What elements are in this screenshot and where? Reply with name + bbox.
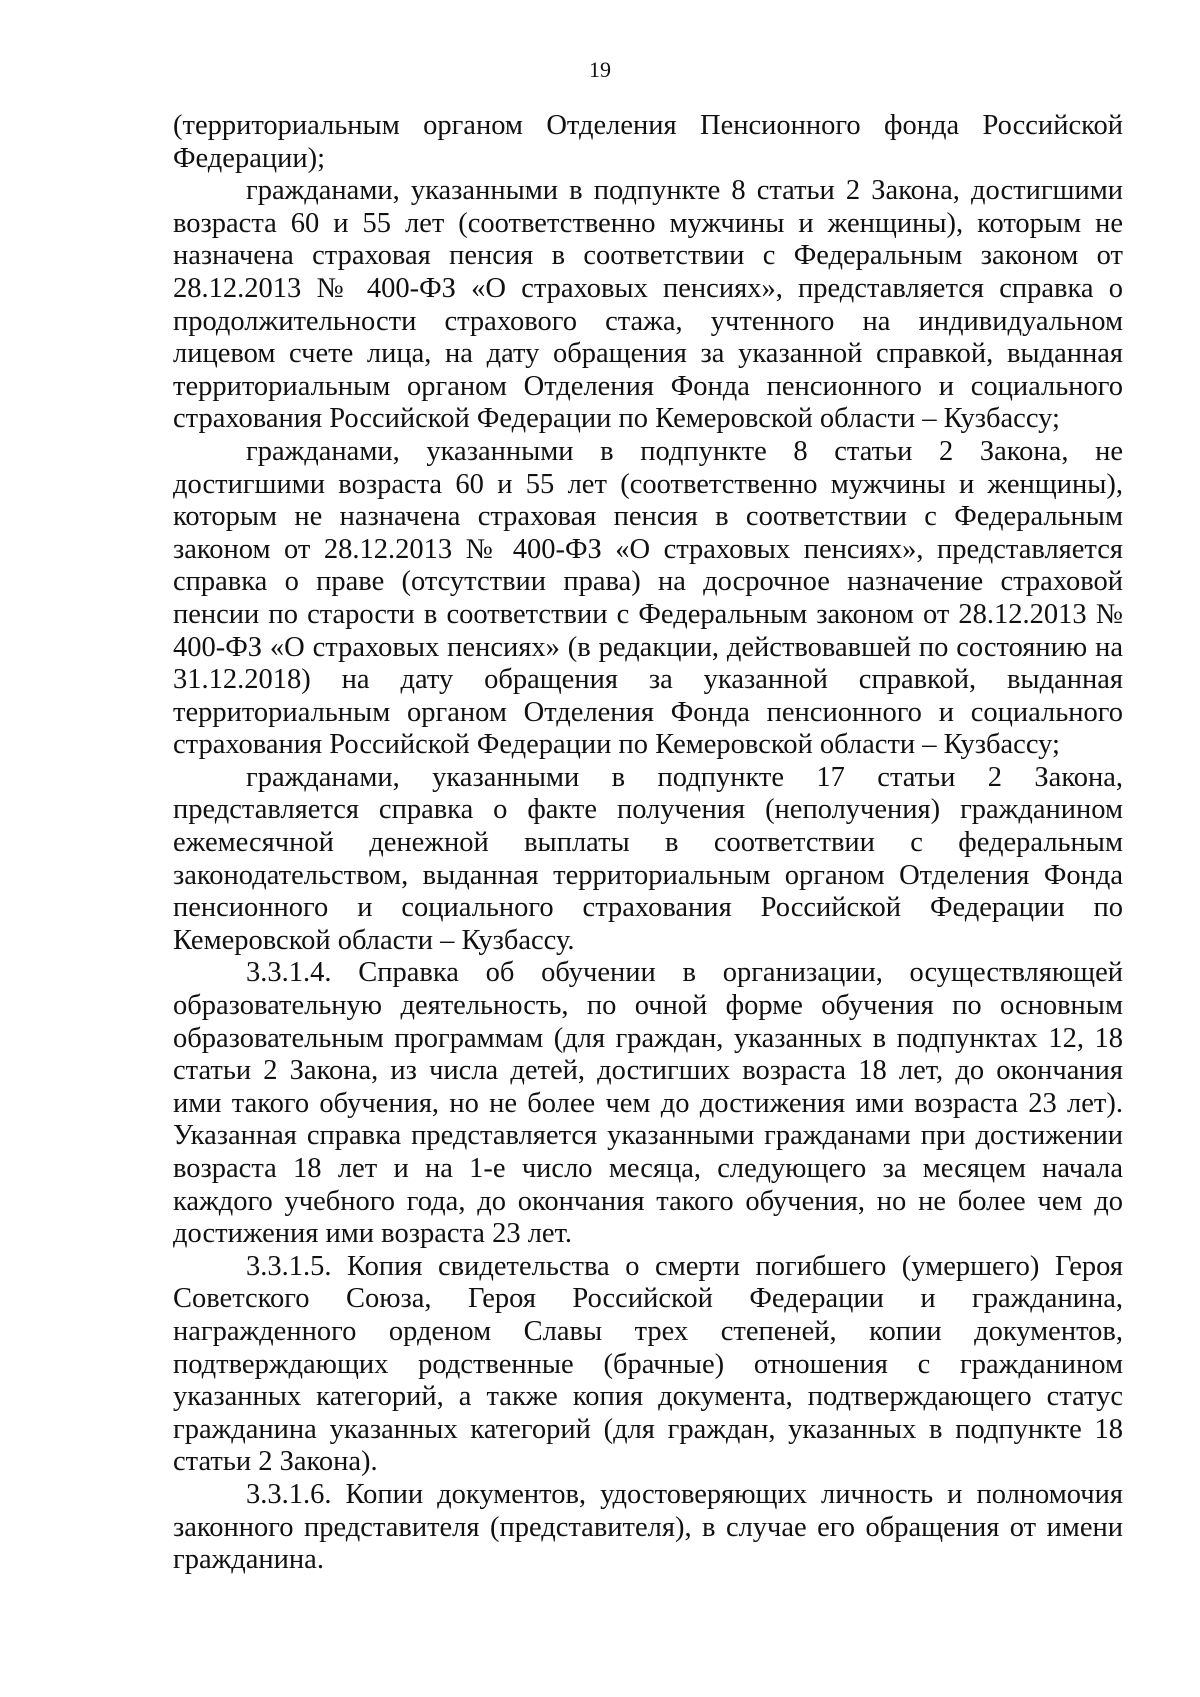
paragraph-3-3-1-4: 3.3.1.4. Справка об обучении в организации, осуществляющей образовательную деятельность, по очной форме обучения по основным образовательным программам (для граждан, указанных в подпунктах 12, 18 статьи 2 Закона, из числа детей, достигших возраста 18 лет, до окончания ими такого обучения, но не более чем до достижения ими возраста 23 лет). Указанная справка представляется указанными гражданами при достижении возраста 18 лет и на 1-е число месяца, следующего за месяцем начала каждого учебного года, до окончания такого обучения, но не более чем до достижения ими возраста 23 лет. [173,957,1123,1250]
document-body [173,110,1123,1577]
paragraph-early-pension-right-certificate: гражданами, указанными в подпункте 8 статьи 2 Закона, не достигшими возраста 60 и 55 лет (соответственно мужчины и женщины), которым не назначена страховая пенсия в соответствии с Федеральным законом от 28.12.2013 № 400-ФЗ «О страховых пенсиях», представляется справка о праве (отсутствии права) на досрочное назначение страховой пенсии по старости в соответствии с Федеральным законом от 28.12.2013 № 400-ФЗ «О страховых пенсиях» (в редакции, действовавшей по состоянию на 31.12.2018) на дату обращения за указанной справкой, выданная территориальным органом Отделения Фонда пенсионного и социального страхования Российской Федерации по Кемеровской области – Кузбассу; [173,435,1123,761]
paragraph-continuation: (территориальным органом Отделения Пенсионного фонда Российской Федерации); [173,110,1123,174]
paragraph-insurance-record-certificate: гражданами, указанными в подпункте 8 статьи 2 Закона, достигшими возраста 60 и 55 лет (соответственно мужчины и женщины), которым не назначена страховая пенсия в соответствии с Федеральным законом от 28.12.2013 № 400-ФЗ «О страховых пенсиях», представляется справка о продолжительности страхового стажа, учтенного на индивидуальном лицевом счете лица, на дату обращения за указанной справкой, выданная территориальным органом Отделения Фонда пенсионного и социального страхования Российской Федерации по Кемеровской области – Кузбассу; [173,175,1123,435]
paragraph-3-3-1-6: 3.3.1.6. Копии документов, удостоверяющих личность и полномочия законного представителя (представителя), в случае его обращения от имени гражданина. [173,1478,1123,1576]
page-number: 19 [589,57,611,82]
paragraph-3-3-1-5: 3.3.1.5. Копия свидетельства о смерти погибшего (умершего) Героя Советского Союза, Героя Российской Федерации и гражданина, награжденного орденом Славы трех степеней, копии документов, подтверждающих родственные (брачные) отношения с гражданином указанных категорий, а также копия документа, подтверждающего статус гражданина указанных категорий (для граждан, указанных в подпункте 18 статьи 2 Закона). [173,1250,1123,1478]
paragraph-monthly-payment-certificate: гражданами, указанными в подпункте 17 статьи 2 Закона, представляется справка о факте получения (неполучения) гражданином ежемесячной денежной выплаты в соответствии с федеральным законодательством, выданная территориальным органом Отделения Фонда пенсионного и социального страхования Российской Федерации по Кемеровской области – Кузбассу. [173,761,1123,956]
